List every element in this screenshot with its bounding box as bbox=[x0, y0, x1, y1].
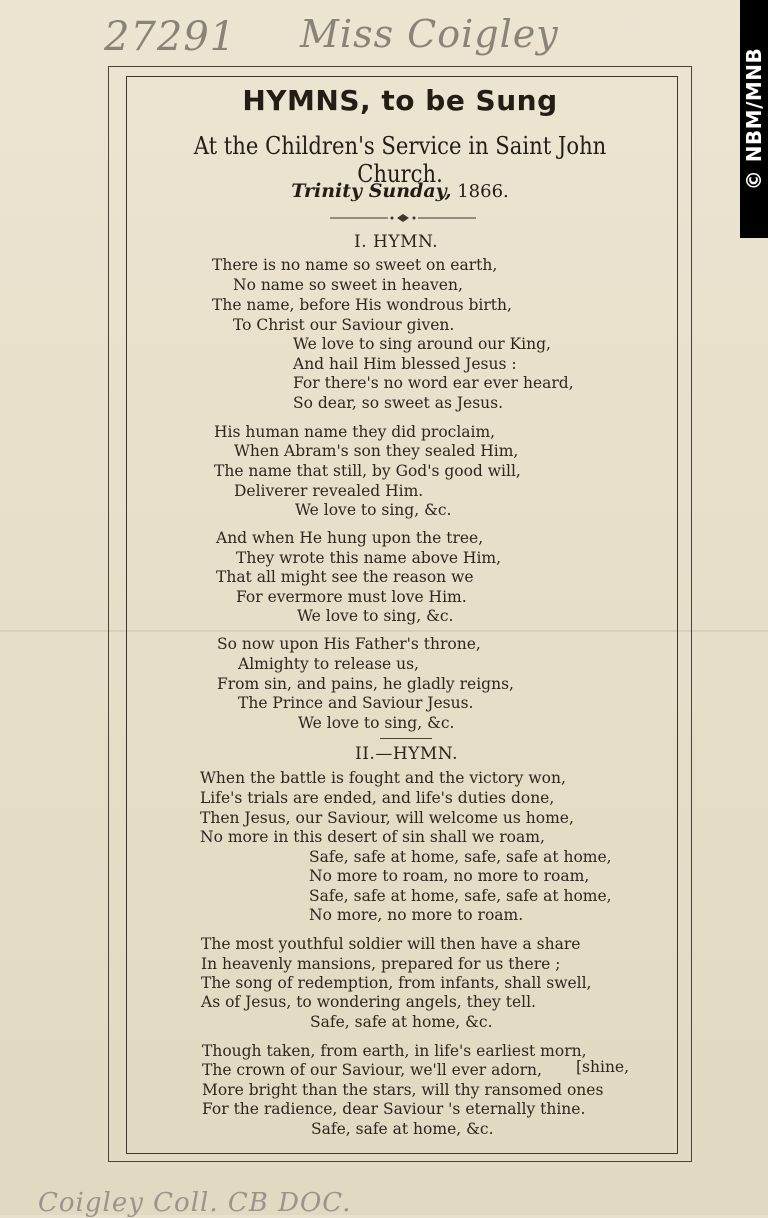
hymn-line: And hail Him blessed Jesus : bbox=[293, 355, 517, 373]
hymn-line: When the battle is fought and the victory won, bbox=[200, 769, 566, 787]
hymn-line: In heavenly mansions, prepared for us there ; bbox=[201, 955, 561, 973]
hymn-line-bracket: [shine, bbox=[576, 1058, 630, 1076]
hymn-line: Safe, safe at home, safe, safe at home, bbox=[309, 887, 612, 905]
hymn-line: His human name they did proclaim, bbox=[214, 423, 496, 441]
hymn-line: Though taken, from earth, in life's earliest morn, bbox=[202, 1042, 587, 1060]
hymn-line: No more to roam, no more to roam, bbox=[309, 867, 590, 885]
hymn-line: As of Jesus, to wondering angels, they tell. bbox=[201, 993, 536, 1011]
hymn-line: Safe, safe at home, &c. bbox=[311, 1120, 494, 1138]
hymn-line: Deliverer revealed Him. bbox=[234, 482, 424, 500]
handwritten-collection-note: Coigley Coll. CB DOC. bbox=[38, 1188, 352, 1218]
hymn-line: Safe, safe at home, safe, safe at home, bbox=[309, 848, 612, 866]
hymn-line: The song of redemption, from infants, shall swell, bbox=[201, 974, 592, 992]
hymn-line: When Abram's son they sealed Him, bbox=[234, 442, 519, 460]
title-date-line bbox=[130, 180, 670, 202]
hymn-line: The name, before His wondrous birth, bbox=[212, 296, 512, 314]
title-year: 1866. bbox=[457, 181, 509, 202]
hymn-line: For the radience, dear Saviour 's eternally thine. bbox=[202, 1100, 586, 1118]
hymn-line: The crown of our Saviour, we'll ever adorn, bbox=[202, 1061, 542, 1079]
page-subtitle: At the Children's Service in Saint John Church. bbox=[193, 132, 607, 188]
handwritten-name: Miss Coigley bbox=[300, 12, 559, 56]
hymn-line: Life's trials are ended, and life's duties done, bbox=[200, 789, 555, 807]
hymn-line: They wrote this name above Him, bbox=[236, 549, 502, 567]
hymn-line: That all might see the reason we bbox=[216, 568, 474, 586]
hymn-line: Then Jesus, our Saviour, will welcome us home, bbox=[200, 809, 574, 827]
hymn-line: We love to sing, &c. bbox=[298, 714, 455, 732]
hymn-divider bbox=[380, 738, 432, 739]
handwritten-number: 27291 bbox=[104, 14, 237, 60]
hymn-line: The most youthful soldier will then have a share bbox=[201, 935, 581, 953]
hymn-line: We love to sing around our King, bbox=[293, 335, 551, 353]
hymn-line: The name that still, by God's good will, bbox=[214, 462, 521, 480]
title-day: Trinity Sunday, bbox=[291, 180, 452, 202]
copyright-text: © NBM/MNB bbox=[742, 47, 766, 191]
page-title: HYMNS, to be Sung bbox=[242, 84, 558, 117]
hymn-line: The Prince and Saviour Jesus. bbox=[238, 694, 474, 712]
hymn-line: There is no name so sweet on earth, bbox=[212, 256, 498, 274]
hymn-line: So dear, so sweet as Jesus. bbox=[293, 394, 504, 412]
hymn-line: From sin, and pains, he gladly reigns, bbox=[217, 675, 514, 693]
hymn-line: No more, no more to roam. bbox=[309, 906, 524, 924]
copyright-badge bbox=[740, 0, 768, 238]
hymn-line: No name so sweet in heaven, bbox=[233, 276, 463, 294]
hymn-line: Almighty to release us, bbox=[238, 655, 419, 673]
ornament-divider bbox=[330, 212, 476, 224]
hymn-line: Safe, safe at home, &c. bbox=[310, 1013, 493, 1031]
hymn-1-heading: I. HYMN. bbox=[354, 232, 439, 252]
hymn-line: No more in this desert of sin shall we roam, bbox=[200, 828, 545, 846]
hymn-line: We love to sing, &c. bbox=[295, 501, 452, 519]
hymn-line: More bright than the stars, will thy ransomed ones bbox=[202, 1081, 604, 1099]
hymn-2-heading: II.—HYMN. bbox=[355, 744, 458, 764]
hymn-line: For evermore must love Him. bbox=[236, 588, 467, 606]
hymn-line: For there's no word ear ever heard, bbox=[293, 374, 574, 392]
hymn-line: To Christ our Saviour given. bbox=[233, 316, 455, 334]
hymn-line: And when He hung upon the tree, bbox=[216, 529, 484, 547]
hymn-line: So now upon His Father's throne, bbox=[217, 635, 481, 653]
hymn-line: We love to sing, &c. bbox=[297, 607, 454, 625]
